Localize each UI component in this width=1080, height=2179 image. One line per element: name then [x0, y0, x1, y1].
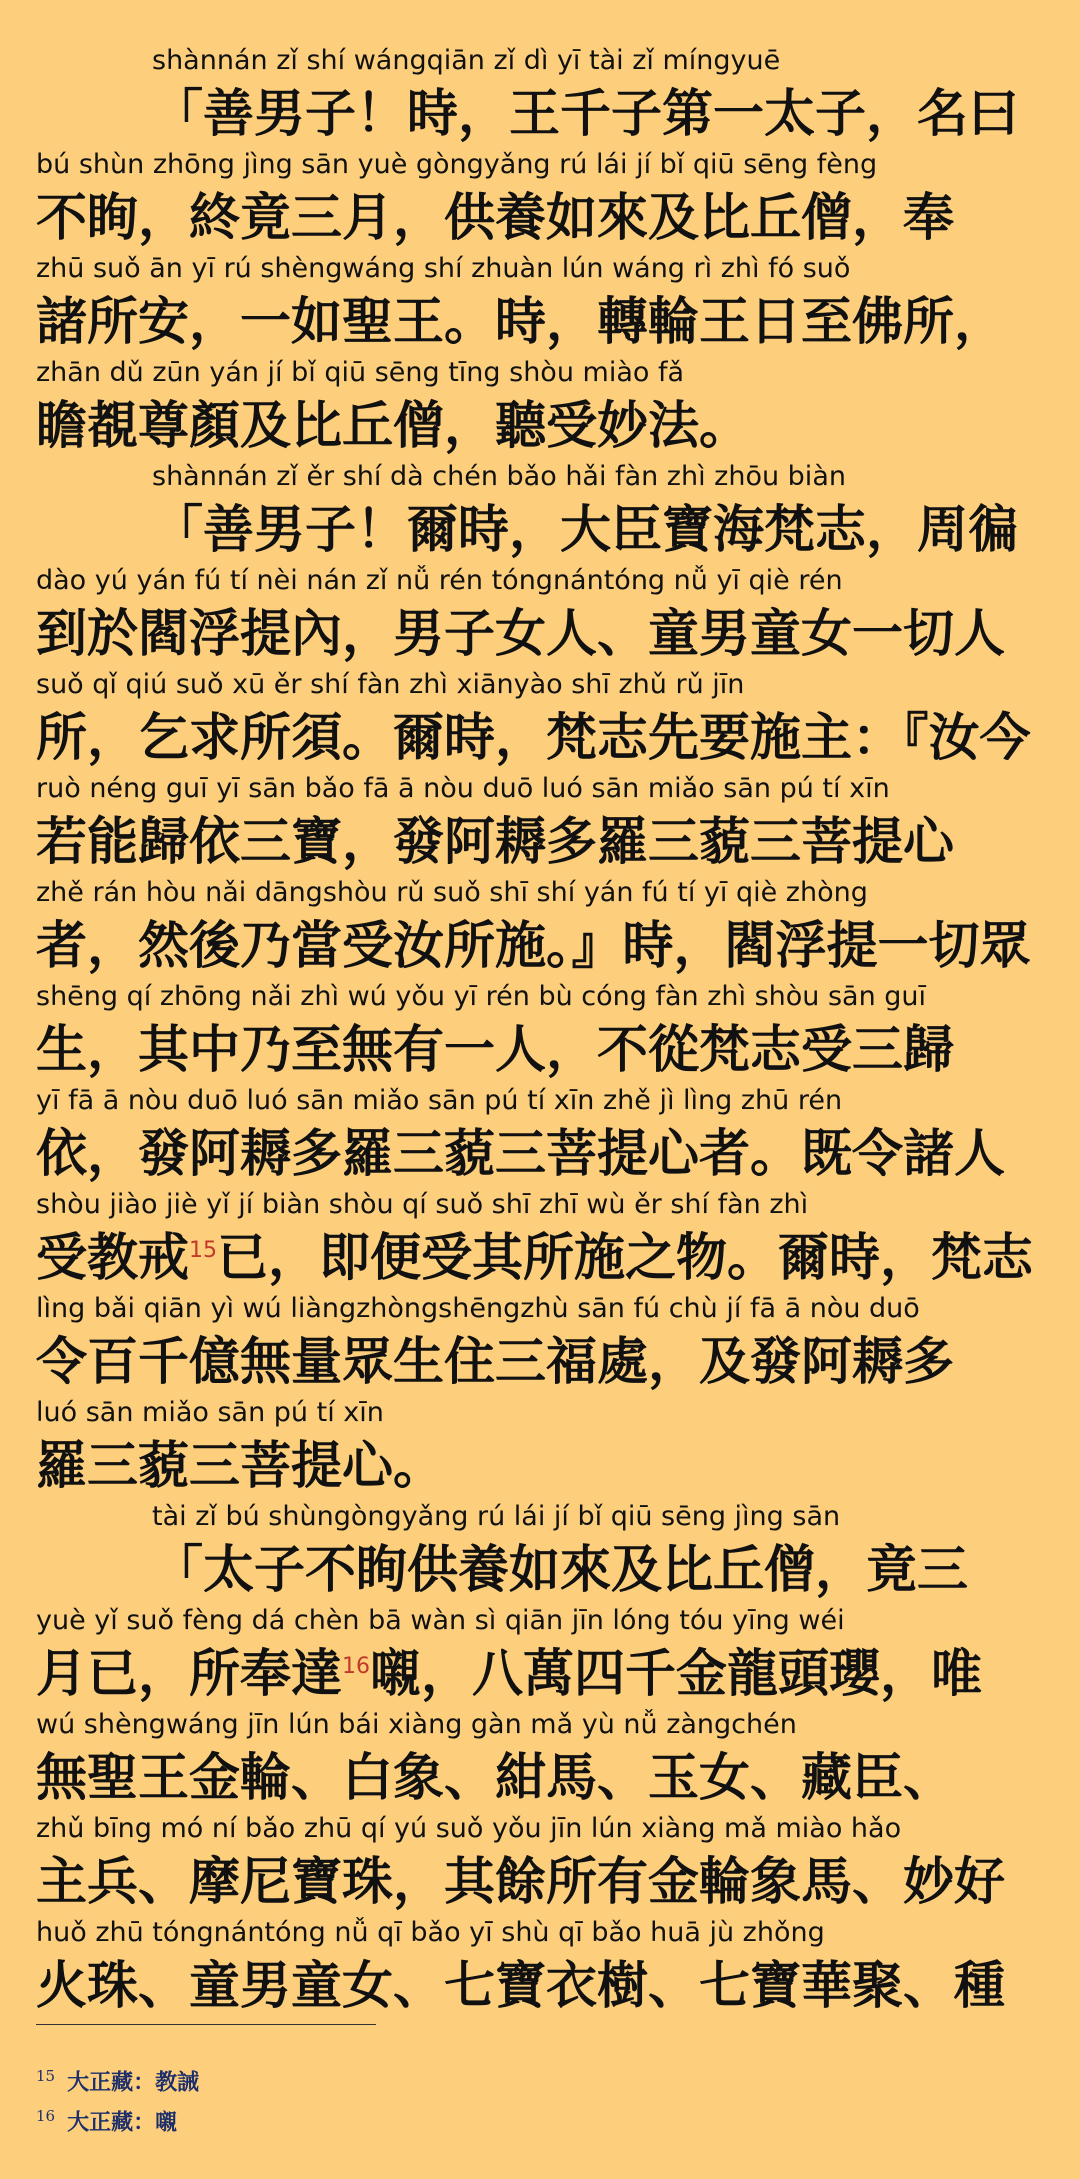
pinyin-line: tài zǐ bú shùngòngyǎng rú lái jí bǐ qiū sēng jìng sān — [152, 1501, 841, 1532]
footnote-marker[interactable]: 16 — [342, 1654, 371, 1679]
chinese-line: 到於閻浮提內，男子女人、童男童女一切人 — [36, 606, 1006, 664]
pinyin-line: luó sān miǎo sān pú tí xīn — [36, 1397, 384, 1428]
text-line — [36, 560, 1044, 664]
footnote-number: 16 — [36, 2107, 56, 2125]
pinyin-line: lìng bǎi qiān yì wú liàngzhòngshēngzhù sān fú chù jí fā ā nòu duō — [36, 1293, 920, 1324]
footnote — [36, 2100, 178, 2136]
chinese-line: 依，發阿耨多羅三藐三菩提心者。既令諸人 — [36, 1126, 1006, 1184]
text-line — [36, 352, 1044, 456]
text-line — [36, 456, 1044, 560]
chinese-line: 生，其中乃至無有一人，不從梵志受三歸 — [36, 1022, 955, 1080]
text-line — [36, 768, 1044, 872]
chinese-line: 羅三藐三菩提心。 — [36, 1438, 445, 1496]
pinyin-line: ruò néng guī yī sān bǎo fā ā nòu duō luó sān miǎo sān pú tí xīn — [36, 773, 890, 804]
text-line — [36, 1912, 1044, 2016]
chinese-line: 令百千億無量眾生住三福處，及發阿耨多 — [36, 1334, 955, 1392]
text-line — [36, 664, 1044, 768]
chinese-line: 「善男子！時，王千子第一太子，名曰 — [152, 86, 1020, 144]
pinyin-line: zhān dǔ zūn yán jí bǐ qiū sēng tīng shòu miào fǎ — [36, 357, 685, 388]
chinese-segment: 月已，所奉達 — [36, 1646, 343, 1704]
pinyin-line: bú shùn zhōng jìng sān yuè gòngyǎng rú lái jí bǐ qiū sēng fèng — [36, 149, 878, 180]
text-line — [36, 872, 1044, 976]
pinyin-line: shànnán zǐ shí wángqiān zǐ dì yī tài zǐ míngyuē — [152, 45, 781, 76]
chinese-line: 所，乞求所須。爾時，梵志先要施主：『汝今 — [36, 710, 1031, 768]
text-line — [36, 1080, 1044, 1184]
pinyin-line: yī fā ā nòu duō luó sān miǎo sān pú tí xīn zhě jì lìng zhū rén — [36, 1085, 843, 1116]
chinese-line: 瞻覩尊顏及比丘僧，聽受妙法。 — [36, 398, 751, 456]
chinese-line: 「太子不眴供養如來及比丘僧，竟三 — [152, 1542, 969, 1600]
footnote-divider — [36, 2024, 376, 2025]
text-line — [36, 248, 1044, 352]
text-line — [36, 1288, 1044, 1392]
chinese-line: 主兵、摩尼寶珠，其餘所有金輪象馬、妙好 — [36, 1854, 1006, 1912]
chinese-segment: 嚫，八萬四千金龍頭瓔，唯 — [370, 1646, 983, 1704]
pinyin-line: huǒ zhū tóngnántóng nǚ qī bǎo yī shù qī bǎo huā jù zhǒng — [36, 1917, 825, 1948]
pinyin-line: dào yú yán fú tí nèi nán zǐ nǚ rén tóngnántóng nǚ yī qiè rén — [36, 565, 843, 596]
chinese-segment: 已，即便受其所施之物。爾時，梵志 — [217, 1230, 1034, 1288]
text-line — [36, 1184, 1044, 1288]
footnote-text: 大正藏：嚫 — [67, 2109, 178, 2136]
chinese-line: 「善男子！爾時，大臣寶海梵志，周徧 — [152, 502, 1020, 560]
footnote-marker[interactable]: 15 — [189, 1238, 218, 1263]
text-line — [36, 1704, 1044, 1808]
chinese-line: 火珠、童男童女、七寶衣樹、七寶華聚、種 — [36, 1958, 1006, 2016]
footnote — [36, 2060, 200, 2096]
footnote-text: 大正藏：教誡 — [67, 2069, 200, 2096]
text-line — [36, 144, 1044, 248]
pinyin-line: zhě rán hòu nǎi dāngshòu rǔ suǒ shī shí yán fú tí yī qiè zhòng — [36, 877, 868, 908]
chinese-segment: 受教戒 — [36, 1230, 190, 1288]
text-line — [36, 40, 1044, 144]
text-line — [36, 1496, 1044, 1600]
footnote-number: 15 — [36, 2067, 56, 2085]
chinese-line — [36, 1646, 1044, 1704]
chinese-line — [36, 1230, 1044, 1288]
pinyin-line: zhǔ bīng mó ní bǎo zhū qí yú suǒ yǒu jīn lún xiàng mǎ miào hǎo — [36, 1813, 902, 1844]
text-line — [36, 1392, 1044, 1496]
pinyin-line: shēng qí zhōng nǎi zhì wú yǒu yī rén bù cóng fàn zhì shòu sān guī — [36, 981, 927, 1012]
pinyin-line: yuè yǐ suǒ fèng dá chèn bā wàn sì qiān jīn lóng tóu yīng wéi — [36, 1605, 845, 1636]
pinyin-line: wú shèngwáng jīn lún bái xiàng gàn mǎ yù nǚ zàngchén — [36, 1709, 797, 1740]
chinese-line: 不眴，終竟三月，供養如來及比丘僧，奉 — [36, 190, 955, 248]
text-line — [36, 976, 1044, 1080]
chinese-line: 若能歸依三寶，發阿耨多羅三藐三菩提心 — [36, 814, 955, 872]
chinese-line: 者，然後乃當受汝所施。』時，閻浮提一切眾 — [36, 918, 1031, 976]
text-line — [36, 1600, 1044, 1704]
pinyin-line: zhū suǒ ān yī rú shèngwáng shí zhuàn lún wáng rì zhì fó suǒ — [36, 253, 851, 284]
chinese-line: 諸所安，一如聖王。時，轉輪王日至佛所， — [36, 294, 1006, 352]
chinese-line: 無聖王金輪、白象、紺馬、玉女、藏臣、 — [36, 1750, 955, 1808]
pinyin-line: suǒ qǐ qiú suǒ xū ěr shí fàn zhì xiānyào shī zhǔ rǔ jīn — [36, 669, 745, 700]
text-line — [36, 1808, 1044, 1912]
pinyin-line: shòu jiào jiè yǐ jí biàn shòu qí suǒ shī zhī wù ěr shí fàn zhì — [36, 1189, 809, 1220]
pinyin-line: shànnán zǐ ěr shí dà chén bǎo hǎi fàn zhì zhōu biàn — [152, 461, 846, 492]
